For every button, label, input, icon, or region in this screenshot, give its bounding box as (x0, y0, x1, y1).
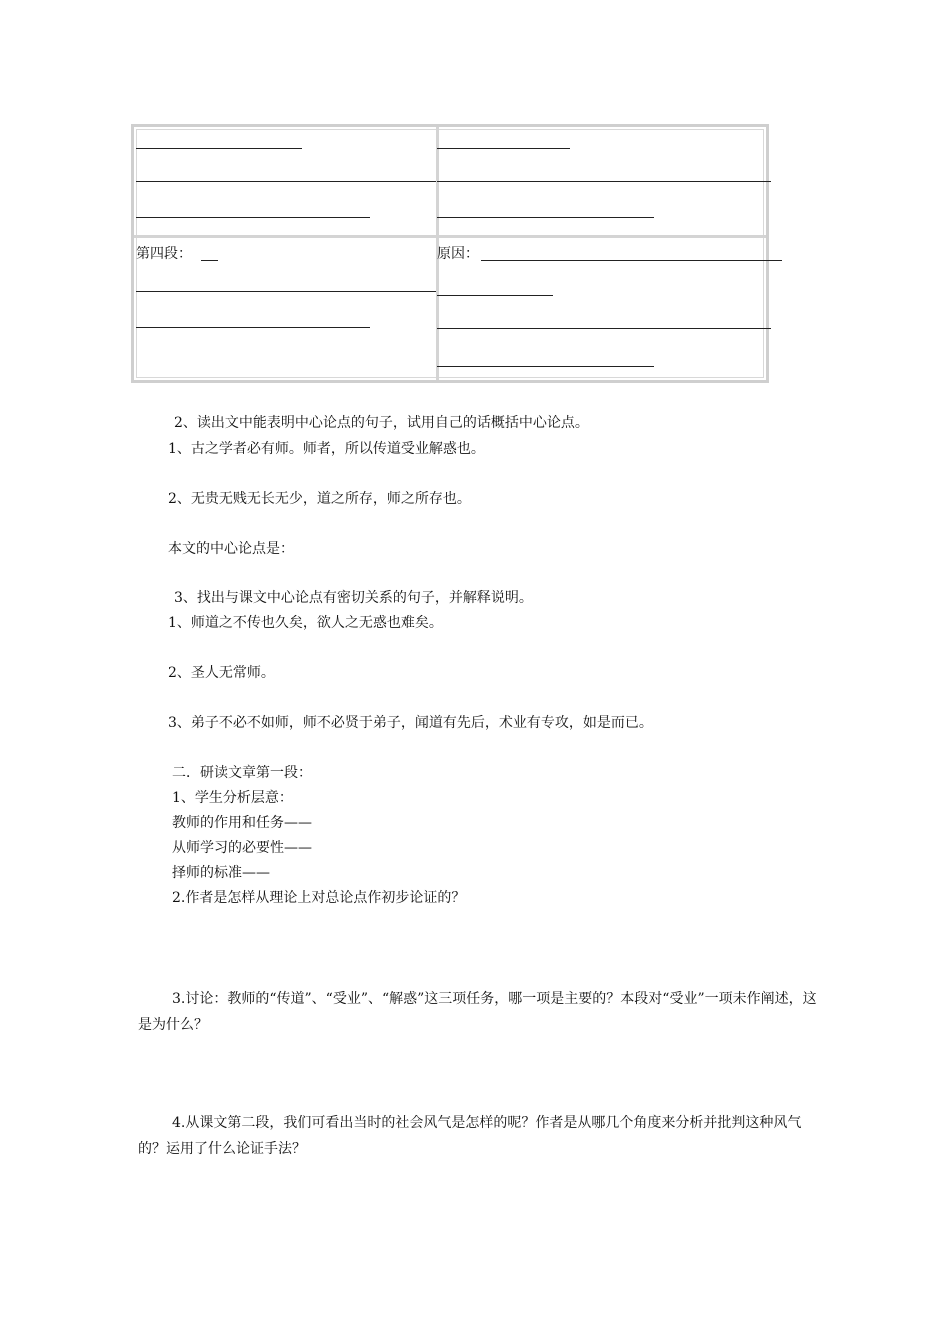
question-3-item-2: 2、圣人无常师。 (168, 665, 275, 681)
central-thesis-prompt: 本文的中心论点是： (168, 541, 294, 557)
question-3-heading: 3、找出与课文中心论点有密切关系的句子，并解释说明。 (174, 590, 533, 606)
blank-line[interactable] (437, 328, 771, 329)
blank-line[interactable] (136, 327, 370, 328)
section-2-question-2: 2.作者是怎样从理论上对总论点作初步论证的？ (172, 890, 466, 906)
question-2-item-1: 1、古之学者必有师。师者，所以传道受业解惑也。 (168, 441, 485, 457)
section-2-question-3: 3.讨论：教师的“传道”、“受业”、“解惑”这三项任务，哪一项是主要的？本段对“受业”一项未作阐述，这是为什么？ (138, 991, 817, 1033)
question-3-item-1: 1、师道之不传也久矣，欲人之无惑也难矣。 (168, 615, 443, 631)
blank-line[interactable] (437, 217, 654, 218)
blank-line[interactable] (201, 260, 218, 261)
section-2-heading: 二．研读文章第一段： (172, 765, 312, 781)
question-2-heading: 2、读出文中能表明中心论点的句子，试用自己的话概括中心论点。 (174, 415, 589, 431)
layer-item-2: 从师学习的必要性—— (172, 840, 312, 856)
blank-line[interactable] (136, 217, 370, 218)
blank-line[interactable] (481, 260, 782, 261)
section-2-sub-1: 1、学生分析层意： (172, 790, 293, 806)
question-3-item-3: 3、弟子不必不如师，师不必贤于弟子，闻道有先后，术业有专攻，如是而已。 (168, 715, 653, 731)
blank-line[interactable] (437, 181, 771, 182)
blank-line[interactable] (136, 148, 302, 149)
blank-line[interactable] (136, 291, 436, 292)
blank-line[interactable] (437, 366, 654, 367)
layer-item-1: 教师的作用和任务—— (172, 815, 312, 831)
blank-line[interactable] (437, 148, 570, 149)
section-2-question-4: 4.从课文第二段，我们可看出当时的社会风气是怎样的呢？作者是从哪几个角度来分析并批判这种风气的？运用了什么论证手法？ (138, 1115, 802, 1157)
question-2-item-2: 2、无贵无贱无长无少，道之所存，师之所存也。 (168, 491, 471, 507)
blank-line[interactable] (136, 181, 436, 182)
layer-item-3: 择师的标准—— (172, 865, 270, 881)
row2-left-label: 第四段： (136, 246, 192, 262)
row2-right-label: 原因： (437, 246, 479, 262)
table-row-divider (134, 235, 766, 238)
blank-line[interactable] (437, 295, 553, 296)
